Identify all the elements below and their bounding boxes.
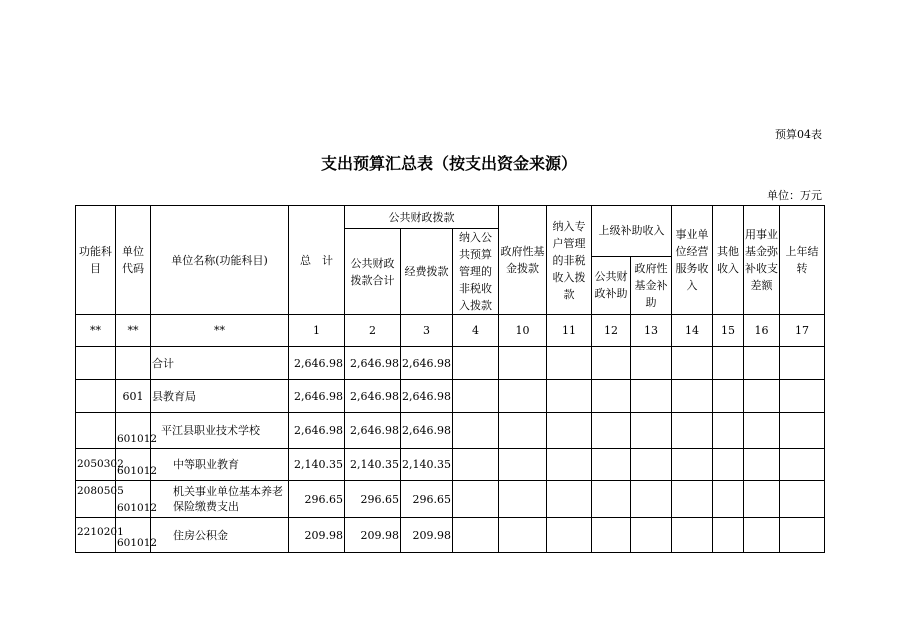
page-title: 支出预算汇总表（按支出资金来源） xyxy=(320,154,577,173)
index-cell: 11 xyxy=(547,315,592,347)
index-cell: 12 xyxy=(592,315,631,347)
header-pf-funding: 经费拨款 xyxy=(401,229,453,315)
total-cell: 209.98 xyxy=(289,518,345,553)
index-cell: 13 xyxy=(631,315,672,347)
pf-total-cell: 296.65 xyxy=(345,481,401,518)
header-func-code: 功能科目 xyxy=(76,206,116,315)
pf-funding-cell: 209.98 xyxy=(401,518,453,553)
header-sup-public: 公共财政补助 xyxy=(592,256,631,314)
form-number: 预算04表 xyxy=(775,128,822,141)
func-code-cell xyxy=(76,347,116,380)
table-row xyxy=(76,413,825,449)
func-code-cell xyxy=(76,413,116,449)
pf-total-cell: 2,646.98 xyxy=(345,413,401,449)
header-gov-fund: 政府性基金拨款 xyxy=(499,206,547,315)
index-row xyxy=(76,315,825,347)
header-unit-code: 单位代码 xyxy=(116,206,151,315)
header-fund-balance: 用事业基金弥补收支差额 xyxy=(744,206,780,315)
pf-funding-cell: 296.65 xyxy=(401,481,453,518)
header-superior: 上级补助收入 xyxy=(592,206,672,257)
index-cell: 15 xyxy=(713,315,744,347)
total-cell: 2,646.98 xyxy=(289,413,345,449)
unit-code-cell: 601012 xyxy=(116,481,151,518)
func-code-cell xyxy=(76,380,116,413)
unit-code-cell: 601012 xyxy=(116,518,151,553)
table-row xyxy=(76,380,825,413)
table-row xyxy=(76,449,825,481)
index-cell: 2 xyxy=(345,315,401,347)
pf-total-cell: 2,646.98 xyxy=(345,380,401,413)
index-cell: ** xyxy=(76,315,116,347)
unit-name-cell: 平江县职业技术学校 xyxy=(151,413,289,449)
unit-name-cell: 中等职业教育 xyxy=(151,449,289,481)
unit-name-cell: 机关事业单位基本养老保险缴费支出 xyxy=(151,481,289,518)
func-code-cell: 2080505 xyxy=(76,481,116,518)
index-cell: 17 xyxy=(780,315,825,347)
header-carryover: 上年结转 xyxy=(780,206,825,315)
unit-name-cell: 住房公积金 xyxy=(151,518,289,553)
unit-name-cell: 县教育局 xyxy=(151,380,289,413)
total-cell: 2,140.35 xyxy=(289,449,345,481)
table-row xyxy=(76,481,825,518)
total-cell: 296.65 xyxy=(289,481,345,518)
table-row xyxy=(76,347,825,380)
pf-total-cell: 2,140.35 xyxy=(345,449,401,481)
unit-code-cell xyxy=(116,347,151,380)
index-cell: 14 xyxy=(672,315,713,347)
pf-funding-cell: 2,646.98 xyxy=(401,413,453,449)
header-public-finance: 公共财政拨款 xyxy=(345,206,499,229)
index-cell: ** xyxy=(151,315,289,347)
index-cell: 4 xyxy=(453,315,499,347)
table-row xyxy=(76,518,825,553)
pf-total-cell: 2,646.98 xyxy=(345,347,401,380)
index-cell: ** xyxy=(116,315,151,347)
header-special-nontax: 纳入专户管理的非税收入拨款 xyxy=(547,206,592,315)
header-pf-total: 公共财政拨款合计 xyxy=(345,229,401,315)
header-business: 事业单位经营服务收入 xyxy=(672,206,713,315)
pf-total-cell: 209.98 xyxy=(345,518,401,553)
unit-code-cell: 601012 xyxy=(116,413,151,449)
func-code-cell: 2050302 xyxy=(76,449,116,481)
header-other: 其他收入 xyxy=(713,206,744,315)
header-sup-fund: 政府性基金补助 xyxy=(631,256,672,314)
pf-funding-cell: 2,140.35 xyxy=(401,449,453,481)
index-cell: 1 xyxy=(289,315,345,347)
unit-code-cell: 601 xyxy=(116,380,151,413)
pf-funding-cell: 2,646.98 xyxy=(401,347,453,380)
budget-table xyxy=(75,205,825,553)
header-pf-nontax: 纳入公共预算管理的非税收入拨款 xyxy=(453,229,499,315)
total-cell: 2,646.98 xyxy=(289,347,345,380)
index-cell: 16 xyxy=(744,315,780,347)
index-cell: 10 xyxy=(499,315,547,347)
pf-funding-cell: 2,646.98 xyxy=(401,380,453,413)
index-cell: 3 xyxy=(401,315,453,347)
func-code-cell: 2210201 xyxy=(76,518,116,553)
total-cell: 2,646.98 xyxy=(289,380,345,413)
unit-name-cell: 合计 xyxy=(151,347,289,380)
unit-label: 单位：万元 xyxy=(767,189,822,202)
header-total: 总 计 xyxy=(289,206,345,315)
header-unit-name: 单位名称(功能科目) xyxy=(151,206,289,315)
unit-code-cell: 601012 xyxy=(116,449,151,481)
